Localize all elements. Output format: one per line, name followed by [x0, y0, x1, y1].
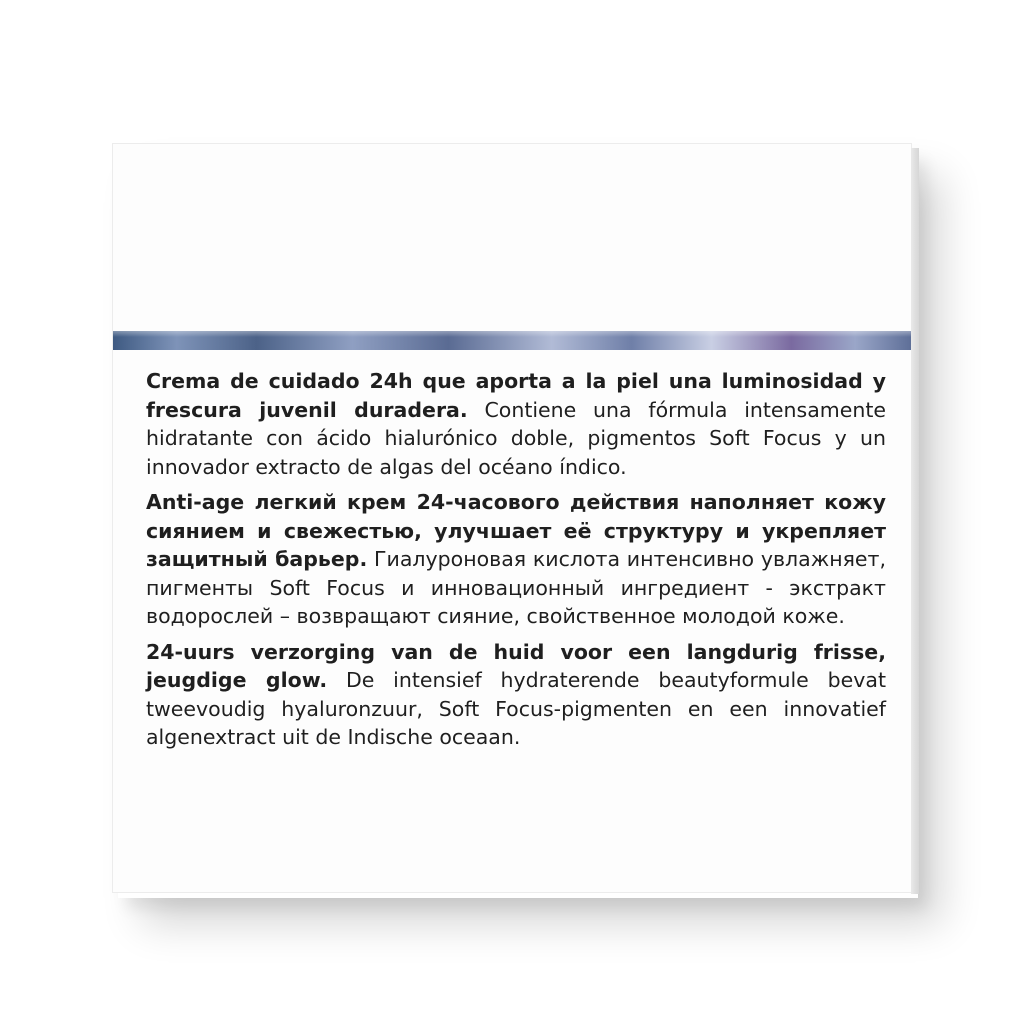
description-text-block [146, 367, 886, 759]
paragraph-dutch-bold: 24-uurs verzorging van de huid voor een langdurig frisse, jeugdige glow. [146, 639, 886, 692]
holographic-stripe [113, 331, 911, 350]
paragraph-dutch [146, 638, 886, 752]
box-side-edge [911, 148, 919, 894]
paragraph-spanish-normal: Contiene una fórmula intensamente hidratante con ácido hialurónico doble, pigmentos Soft Focus y un innovador extracto de algas del océano índico. [146, 397, 886, 479]
paragraph-russian [146, 488, 886, 631]
paragraph-russian-normal: Гиалуроновая кислота интенсивно увлажняет, пигменты Soft Focus и инновационный ингредиент - экстракт водорослей – возвращают сияние, свойственное молодой коже. [146, 547, 886, 628]
product-box [112, 143, 912, 893]
paragraph-spanish-bold: Crema de cuidado 24h que aporta a la piel una luminosidad y frescura juvenil duradera. [146, 369, 886, 422]
paragraph-russian-bold: Anti-age легкий крем 24-часового действия наполняет кожу сиянием и свежестью, улучшает её структуру и укрепляет защитный барьер. [146, 490, 886, 571]
paragraph-dutch-normal: De intensief hydraterende beautyformule bevat tweevoudig hyaluronzuur, Soft Focus-pigmenten en een innovatief algenextract uit de Indische oceaan. [146, 668, 886, 749]
paragraph-spanish [146, 367, 886, 481]
